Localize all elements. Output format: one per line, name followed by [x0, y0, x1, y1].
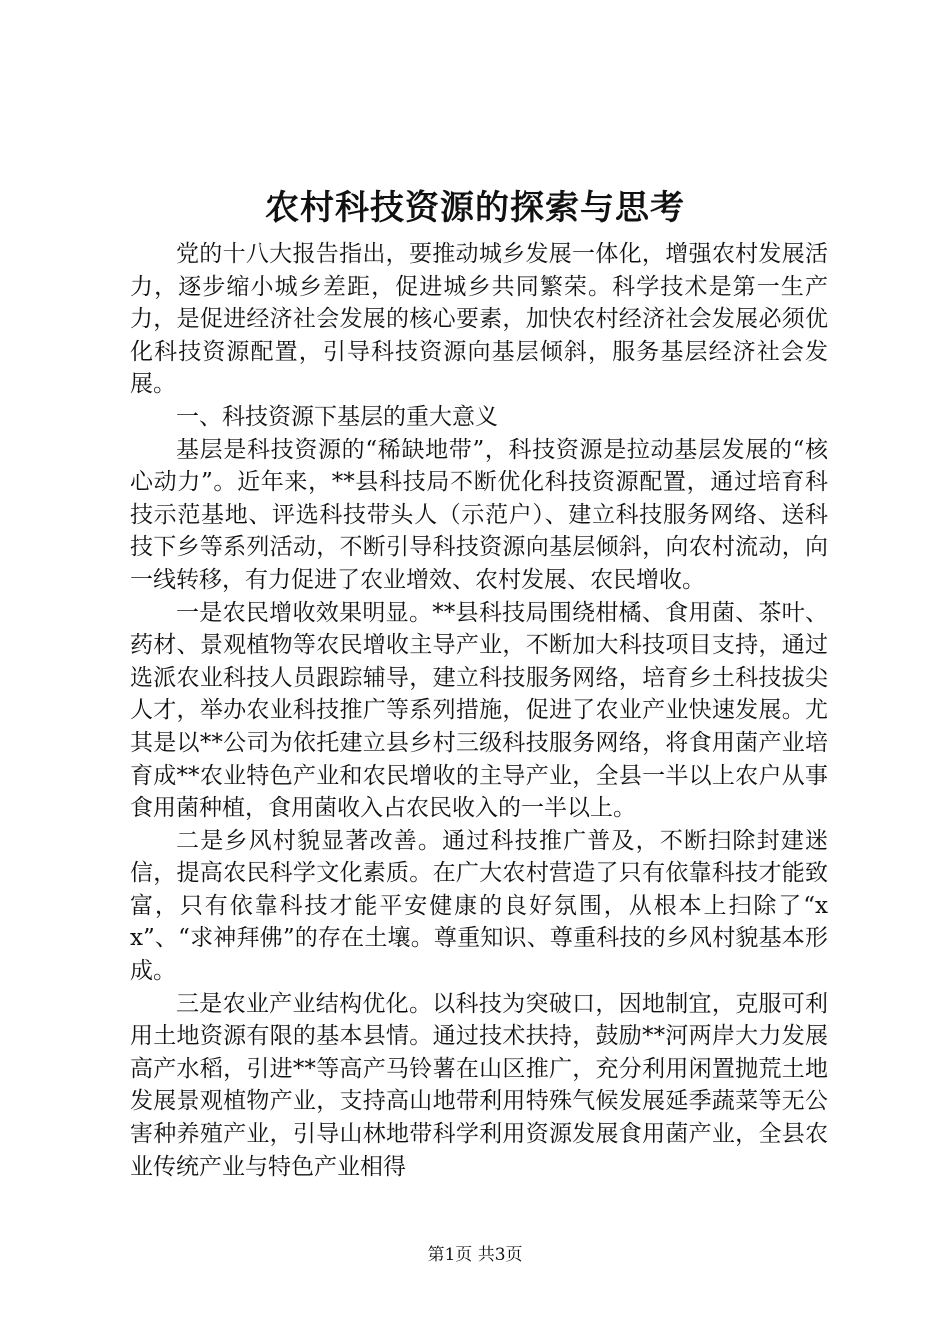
paragraph-significance: 基层是科技资源的“稀缺地带”，科技资源是拉动基层发展的“核心动力”。近年来，**县科技局不断优化科技资源配置，通过培育科技示范基地、评选科技带头人（示范户）、建立科技服务网络、送科技下乡等系列活动，不断引导科技资源向基层倾斜，向农村流动，向一线转移，有力促进了农业增效、农村发展、农民增收。	[130, 436, 828, 593]
section-heading: 一、科技资源下基层的重大意义	[176, 403, 498, 430]
paragraph-point-one: 一是农民增收效果明显。**县科技局围绕柑橘、食用菌、茶叶、药材、景观植物等农民增收主导产业，不断加大科技项目支持，通过选派农业科技人员跟踪辅导，建立科技服务网络，培育乡土科技拔尖人才，举办农业科技推广等系列措施，促进了农业产业快速发展。尤其是以**公司为依托建立县乡村三级科技服务网络，将食用菌产业培育成**农业特色产业和农民增收的主导产业，全县一半以上农户从事食用菌种植，食用菌收入占农民收入的一半以上。	[130, 599, 828, 822]
paragraph-intro: 党的十八大报告指出，要推动城乡发展一体化，增强农村发展活力，逐步缩小城乡差距，促进城乡共同繁荣。科学技术是第一生产力，是促进经济社会发展的核心要素，加快农村经济社会发展必须优化科技资源配置，引导科技资源向基层倾斜，服务基层经济社会发展。	[130, 241, 828, 398]
document-title: 农村科技资源的探索与思考	[265, 188, 685, 228]
document-body	[130, 238, 828, 1183]
paragraph-point-three: 三是农业产业结构优化。以科技为突破口，因地制宜，克服可利用土地资源有限的基本县情。通过技术扶持，鼓励**河两岸大力发展高产水稻，引进**等高产马铃薯在山区推广，充分利用闲置抛荒土地发展景观植物产业，支持高山地带利用特殊气候发展延季蔬菜等无公害种养殖产业，引导山林地带科学利用资源发展食用菌产业，全县农业传统产业与特色产业相得	[130, 990, 828, 1180]
page-footer: 第1页 共3页	[427, 1245, 523, 1265]
paragraph-point-two: 二是乡风村貌显著改善。通过科技推广普及，不断扫除封建迷信，提高农民科学文化素质。在广大农村营造了只有依靠科技才能致富，只有依靠科技才能平安健康的良好氛围，从根本上扫除了“xx”、“求神拜佛”的存在土壤。尊重知识、尊重科技的乡风村貌基本形成。	[130, 827, 828, 985]
